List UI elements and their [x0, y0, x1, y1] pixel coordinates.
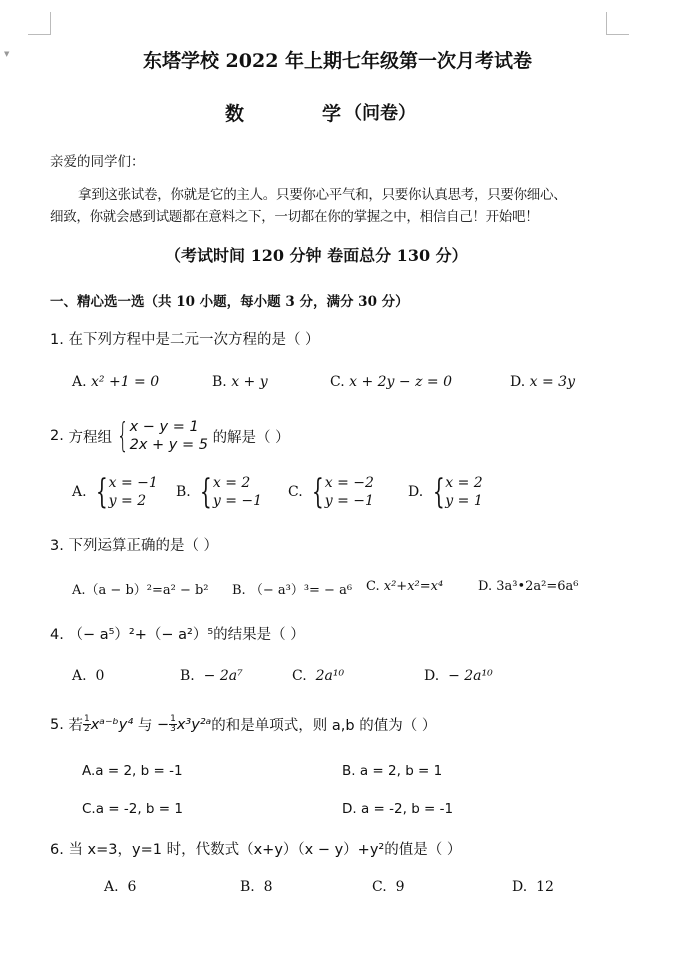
q6-option-d[interactable]: D. 12	[512, 879, 554, 895]
question-number: 5.	[50, 716, 64, 733]
page-title: 东塔学校 2022 年上期七年级第一次月考试卷	[142, 50, 533, 72]
subject-left: 数	[225, 103, 245, 125]
q2-option-c[interactable]: C. { x = −2 y = −1	[288, 472, 374, 512]
section-heading: 一、精心选一选（共 10 小题，每小题 3 分，满分 30 分）	[50, 294, 409, 310]
question-number: 2.	[50, 428, 64, 444]
greeting: 亲爱的同学们：	[50, 154, 145, 170]
fraction-third: $\frac{1}{3}$	[170, 714, 176, 734]
question-5: 5. 若 $\frac{1}{2}$ xᵃ⁻ᵇy⁴ 与 − $\frac{1}{3}$ x³y²ᵃ 的和是单项式，则 a,b 的值为（ ）	[50, 714, 437, 734]
q1-option-a[interactable]: A. x² +1 = 0	[72, 374, 160, 390]
q5-option-a[interactable]: A.a = 2, b = -1	[82, 763, 183, 779]
q4-option-b[interactable]: B. − 2a⁷	[180, 668, 243, 684]
question-stem: 在下列方程中是二元一次方程的是（ ）	[68, 332, 320, 348]
q3-option-a[interactable]: A.（a − b）²=a² − b²	[72, 583, 209, 598]
q1-option-c[interactable]: C. x + 2y − z = 0	[330, 374, 453, 390]
q6-option-b[interactable]: B. 8	[240, 879, 273, 895]
question-number: 4.	[50, 627, 64, 643]
q3-option-c[interactable]: C. x²+x²=x⁴	[366, 579, 444, 594]
crop-mark-top-left	[28, 12, 51, 35]
q3-option-b[interactable]: B. （− a³）³= − a⁶	[232, 583, 353, 598]
q2-option-a[interactable]: A. { x = −1 y = 2	[72, 472, 158, 512]
question-stem-post: 的解是（ ）	[212, 429, 290, 446]
q2-option-b[interactable]: B. { x = 2 y = −1	[176, 472, 263, 512]
question-1	[50, 328, 320, 349]
subject-right: 学	[322, 103, 342, 125]
q5-option-c[interactable]: C.a = -2, b = 1	[82, 801, 183, 817]
question-stem: 下列运算正确的是（ ）	[68, 538, 219, 554]
q4-option-a[interactable]: A. 0	[72, 668, 105, 684]
question-3	[50, 534, 218, 555]
q4-option-c[interactable]: C. 2a¹⁰	[292, 668, 345, 684]
question-number: 6.	[50, 842, 64, 858]
subject-paper-label: （问卷）	[344, 103, 416, 124]
question-stem: 当 x=3，y=1 时，代数式（x+y）（x − y）+y²的值是（ ）	[68, 842, 462, 858]
intro-line-1: 拿到这张试卷，你就是它的主人。只要你心平气和，只要你认真思考，只要你细心、	[78, 187, 567, 203]
intro-line-2: 细致，你就会感到试题都在意料之下，一切都在你的掌握之中，相信自己！开始吧！	[50, 209, 539, 225]
question-4	[50, 623, 305, 644]
q2-option-d[interactable]: D. { x = 2 y = 1	[408, 472, 483, 512]
q1-option-b[interactable]: B. x + y	[212, 374, 268, 390]
q5-option-d[interactable]: D. a = -2, b = -1	[342, 801, 454, 817]
question-number: 1.	[50, 332, 64, 348]
q6-option-a[interactable]: A. 6	[104, 879, 137, 895]
question-6	[50, 838, 461, 859]
question-stem: （− a⁵）²+（− a²）⁵的结果是（ ）	[68, 627, 305, 643]
q6-option-c[interactable]: C. 9	[372, 879, 405, 895]
exam-info: （考试时间 120 分钟 卷面总分 130 分）	[165, 246, 468, 265]
q4-option-d[interactable]: D. − 2a¹⁰	[424, 668, 493, 684]
question-stem-pre: 方程组	[68, 429, 112, 446]
q3-option-d[interactable]: D. 3a³•2a²=6a⁶	[478, 579, 579, 594]
triangle-marker-icon: ▼	[4, 50, 10, 58]
question-2	[50, 418, 290, 454]
question-number: 3.	[50, 538, 64, 554]
equation-system: { x − y = 1 2x + y = 5	[116, 416, 208, 456]
fraction-half: $\frac{1}{2}$	[83, 714, 90, 734]
crop-mark-top-right	[606, 12, 629, 35]
q1-option-d[interactable]: D. x = 3y	[510, 374, 575, 390]
q5-option-b[interactable]: B. a = 2, b = 1	[342, 763, 443, 779]
